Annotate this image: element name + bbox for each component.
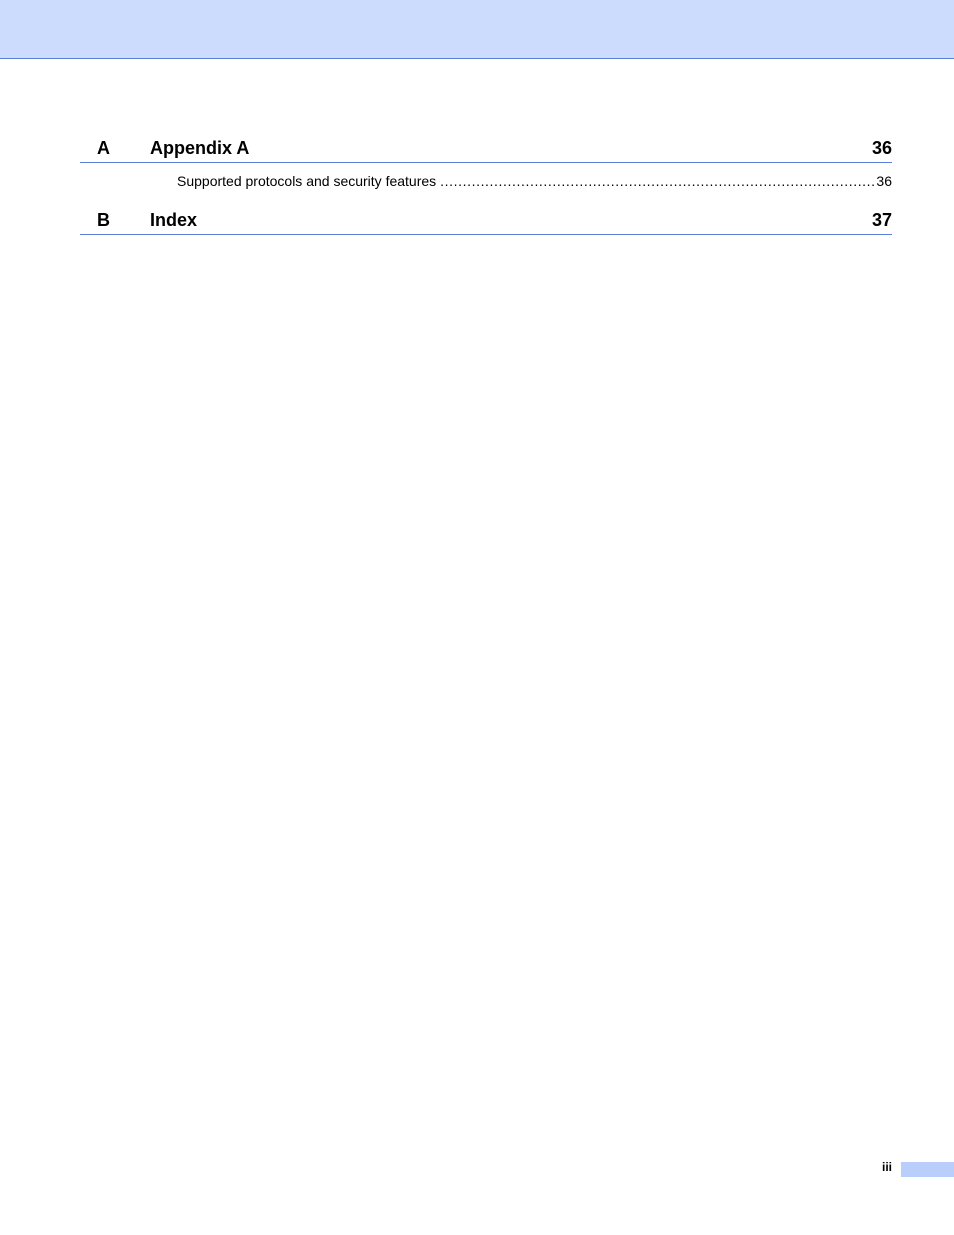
chapter-letter: B <box>97 210 110 230</box>
toc-entry[interactable] <box>177 172 892 190</box>
footer-tab <box>901 1162 954 1177</box>
header-band <box>0 0 954 59</box>
chapter-page-number: 37 <box>871 210 892 230</box>
chapter-title: Index <box>150 210 198 230</box>
entry-page-number: 36 <box>876 173 892 189</box>
dot-leader <box>440 172 875 190</box>
toc-chapter-a[interactable] <box>80 132 892 163</box>
entry-title: Supported protocols and security features <box>177 173 437 189</box>
toc-chapter-b[interactable] <box>80 204 892 235</box>
chapter-page-number: 36 <box>871 138 892 158</box>
footer-page-number: iii <box>881 1160 892 1174</box>
chapter-letter: A <box>97 138 110 158</box>
table-of-contents <box>80 132 892 235</box>
chapter-title: Appendix A <box>150 138 250 158</box>
